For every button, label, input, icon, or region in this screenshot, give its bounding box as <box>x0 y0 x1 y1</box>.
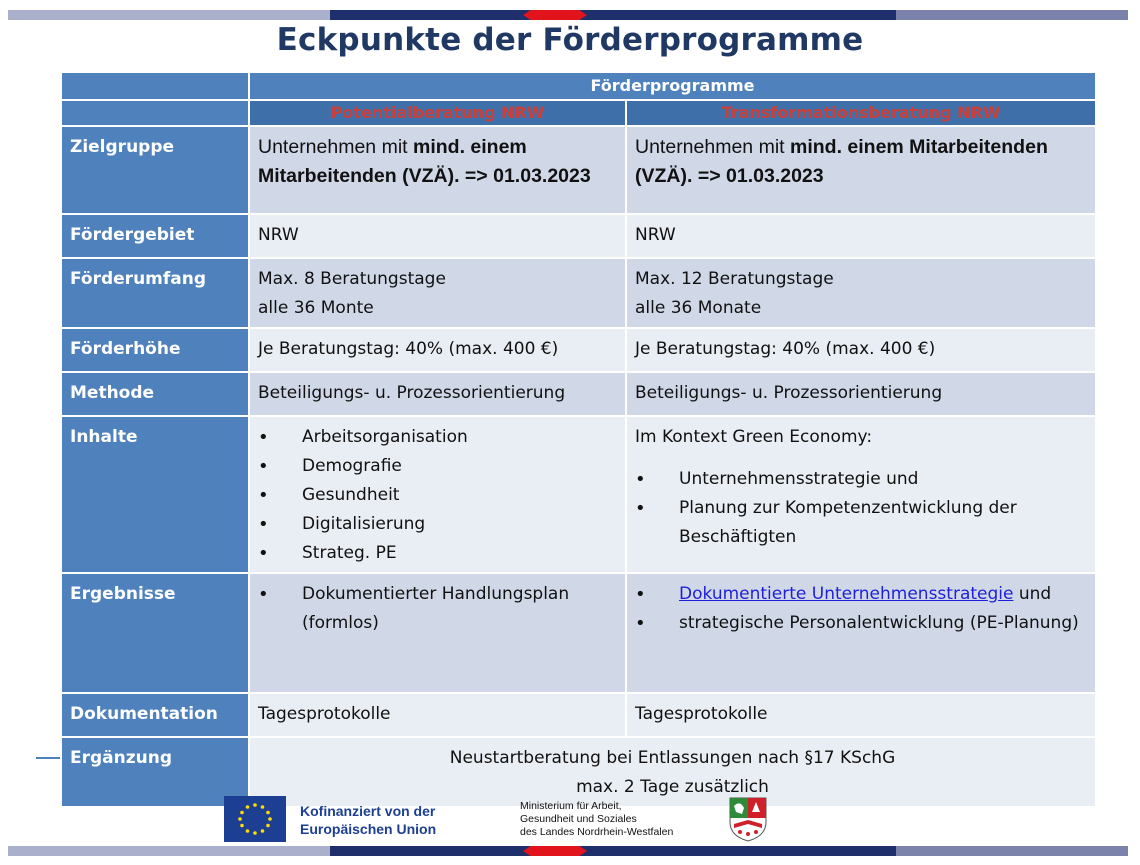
row-label-foerderhoehe: Förderhöhe <box>61 328 249 372</box>
inhalte-p1 <box>249 416 626 573</box>
methode-p2: Beteiligungs- u. Prozessorientierung <box>626 372 1096 416</box>
unternehmensstrategie-link[interactable]: Dokumentierte Unternehmensstrategie <box>679 584 1014 604</box>
row-label-inhalte: Inhalte <box>61 416 249 573</box>
list-item: • strategische Personalentwicklung (PE-Planung) <box>635 609 1087 638</box>
list-item: • Gesundheit <box>258 481 617 510</box>
row-label-zielgruppe: Zielgruppe <box>61 126 249 214</box>
list-item: • Strateg. PE <box>258 539 617 568</box>
eu-cofunding-text: Kofinanziert von der Europäischen Union <box>300 803 437 837</box>
ergebnisse-p1 <box>249 573 626 693</box>
header-group-label: Förderprogramme <box>249 72 1096 100</box>
row-label-ergebnisse: Ergebnisse <box>61 573 249 693</box>
list-item: • Unternehmensstrategie und <box>635 465 1087 494</box>
list-item: • Planung zur Kompetenzentwicklung der Beschäftigten <box>635 494 1087 552</box>
nrw-crest-icon <box>722 796 774 842</box>
table-row <box>61 214 1096 258</box>
ministry-text: Ministerium für Arbeit, Gesundheit und Soziales des Landes Nordrhein-Westfalen <box>520 800 674 838</box>
foerderumfang-p1: Max. 8 Beratungstage alle 36 Monte <box>249 258 626 328</box>
program-transformationsberatung: Transformationsberatung NRW <box>626 100 1096 126</box>
page-title: Eckpunkte der Förderprogramme <box>276 22 864 58</box>
table-row <box>61 126 1096 214</box>
dokumentation-p1: Tagesprotokolle <box>249 693 626 737</box>
table-row <box>61 573 1096 693</box>
table-row <box>61 258 1096 328</box>
foerderumfang-p2: Max. 12 Beratungstage alle 36 Monate <box>626 258 1096 328</box>
list-item: • Arbeitsorganisation <box>258 423 617 452</box>
ergaenzung-content: Neustartberatung bei Entlassungen nach §17 KSchG max. 2 Tage zusätzlich <box>249 737 1096 807</box>
zielgruppe-p1: Unternehmen mit mind. einem Mitarbeitenden (VZÄ). => 01.03.2023 <box>249 126 626 214</box>
bottom-decor-bar <box>8 846 1128 856</box>
row-label-dokumentation: Dokumentation <box>61 693 249 737</box>
table-row <box>61 328 1096 372</box>
program-potentialberatung: Potentialberatung NRW <box>249 100 626 126</box>
row-label-foerderumfang: Förderumfang <box>61 258 249 328</box>
list-item: • Dokumentierter Handlungsplan (formlos) <box>258 580 617 638</box>
list-item: • Dokumentierte Unternehmensstrategie und <box>635 580 1087 609</box>
row-label-methode: Methode <box>61 372 249 416</box>
program-comparison-table <box>60 71 1097 808</box>
inhalte-p2: Im Kontext Green Economy: • Unternehmensstrategie und • Planung zur Kompetenzentwicklung der Beschäftigten <box>626 416 1096 573</box>
header-corner <box>61 72 249 100</box>
eu-flag-icon <box>224 796 286 842</box>
ergebnisse-p2 <box>626 573 1096 693</box>
header-corner-2 <box>61 100 249 126</box>
table-row <box>61 693 1096 737</box>
foerdergebiet-p2: NRW <box>626 214 1096 258</box>
table-program-row <box>61 100 1096 126</box>
table-row <box>61 737 1096 807</box>
table-row <box>61 372 1096 416</box>
foerderhoehe-p2: Je Beratungstag: 40% (max. 400 €) <box>626 328 1096 372</box>
zielgruppe-p2: Unternehmen mit mind. einem Mitarbeitenden (VZÄ). => 01.03.2023 <box>626 126 1096 214</box>
row-label-ergaenzung: Ergänzung <box>61 737 249 807</box>
methode-p1: Beteiligungs- u. Prozessorientierung <box>249 372 626 416</box>
table-header-row <box>61 72 1096 100</box>
foerderhoehe-p1: Je Beratungstag: 40% (max. 400 €) <box>249 328 626 372</box>
row-label-foerdergebiet: Fördergebiet <box>61 214 249 258</box>
table-row <box>61 416 1096 573</box>
list-item: • Demografie <box>258 452 617 481</box>
dokumentation-p2: Tagesprotokolle <box>626 693 1096 737</box>
foerdergebiet-p1: NRW <box>249 214 626 258</box>
top-decor-bar <box>8 10 1128 20</box>
list-item: • Digitalisierung <box>258 510 617 539</box>
left-marker-line <box>36 757 60 759</box>
